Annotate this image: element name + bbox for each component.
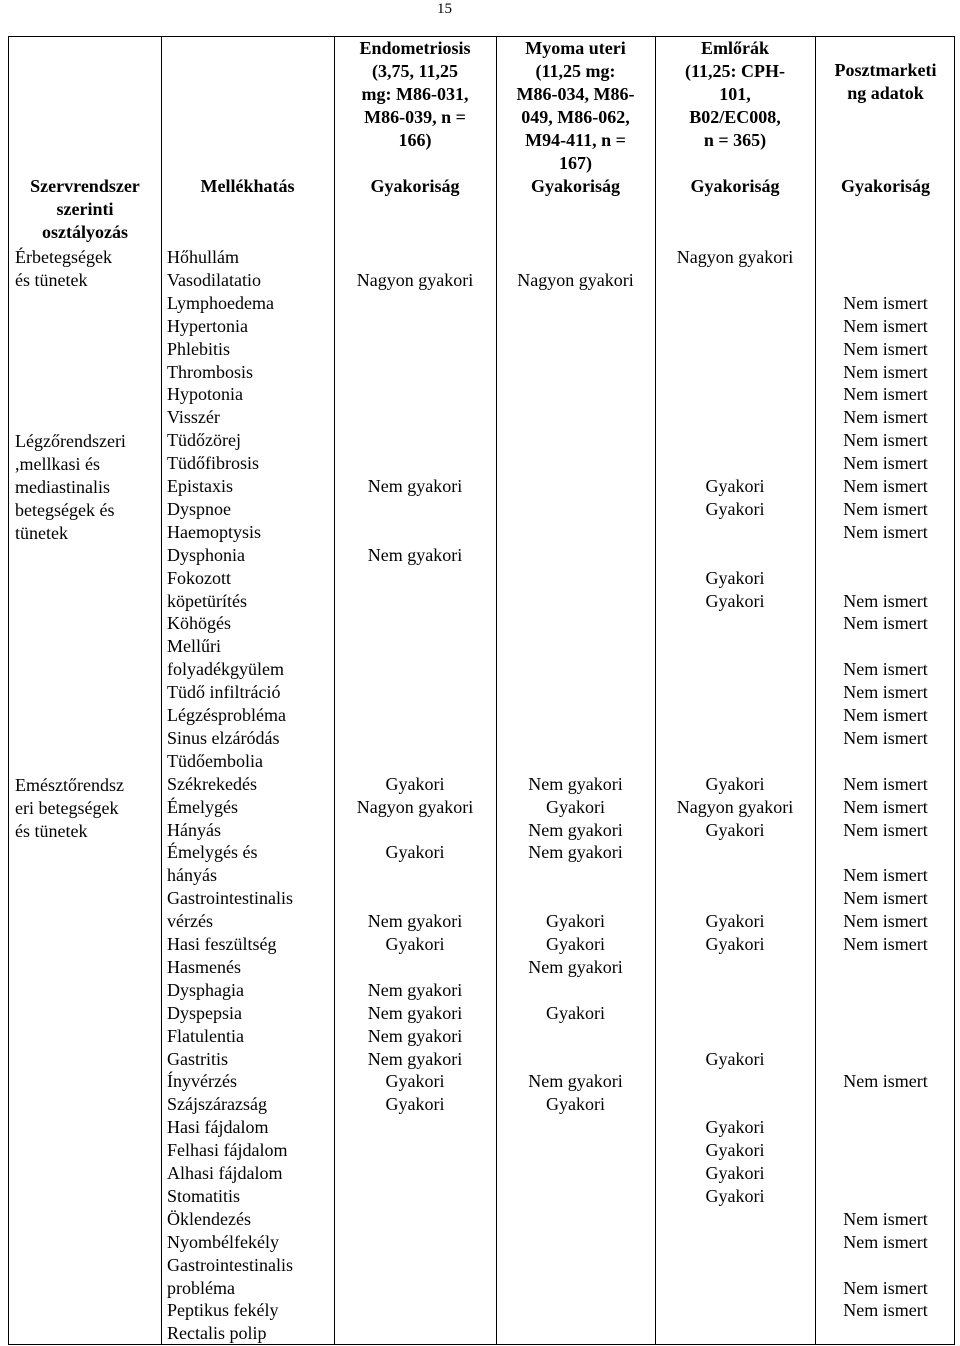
- adverse-effect-line: Gastrointestinalis: [167, 888, 293, 909]
- endometriosis-frequency: Nem gyakori: [367, 476, 463, 496]
- postmarketing-frequency: Nem ismert: [843, 338, 928, 359]
- myoma-frequency: Nagyon gyakori: [517, 269, 634, 290]
- myoma-frequency: Gyakori: [546, 1002, 605, 1023]
- adverse-effect-line: köpetürítés: [167, 590, 247, 611]
- header-postmarketing: Posztmarketi ng adatok: [834, 60, 937, 103]
- postmarketing-frequency: Nem ismert: [843, 361, 928, 382]
- adverse-effect-line: Peptikus fekély: [167, 1300, 279, 1321]
- postmarketing-frequency: Nem ismert: [843, 407, 928, 428]
- header-breast-cancer: Emlőrák (11,25: CPH- 101, B02/EC008, n = 365): [685, 38, 785, 150]
- adverse-effect-line: Nyombélfekély: [167, 1231, 279, 1252]
- adverse-effect-line: Stomatitis: [167, 1185, 241, 1206]
- breast-cancer-frequency: Gyakori: [705, 934, 765, 954]
- postmarketing-frequency: Nem ismert: [843, 1208, 928, 1229]
- breast-cancer-frequency: Gyakori: [705, 1163, 765, 1183]
- postmarketing-frequency: Nem ismert: [843, 682, 928, 703]
- endometriosis-frequency: Gyakori: [385, 1071, 445, 1092]
- breast-cancer-frequency: Gyakori: [705, 1140, 765, 1161]
- adverse-effect-line: Flatulentia: [167, 1025, 244, 1046]
- header-frequency: Gyakoriság: [840, 176, 930, 196]
- endometriosis-frequency: Nem gyakori: [367, 544, 463, 565]
- adverse-effect-line: Thrombosis: [167, 361, 254, 382]
- myoma-frequency: Nem gyakori: [528, 1071, 623, 1092]
- page-number: 15: [437, 1, 452, 17]
- myoma-frequency: Gyakori: [546, 1094, 605, 1115]
- postmarketing-frequency: Nem ismert: [843, 1231, 928, 1252]
- adverse-effect-line: Gastrointestinalis: [167, 1254, 293, 1275]
- organ-group-respiratory: Légzőrendszeri ,mellkasi és mediastinalis betegségek és tünetek: [15, 431, 126, 543]
- adverse-effect-line: Émelygés: [167, 796, 238, 817]
- adverse-effect-line: Gastritis: [167, 1048, 228, 1069]
- adverse-effect-line: Dyspepsia: [167, 1002, 242, 1023]
- endometriosis-frequency: Gyakori: [385, 1094, 445, 1115]
- adverse-effect-line: Haemoptysis: [167, 521, 261, 542]
- adverse-effect-line: Hasi fájdalom: [167, 1117, 269, 1138]
- postmarketing-frequency: Nem ismert: [843, 773, 928, 794]
- adverse-effect-line: Tüdő infiltráció: [167, 682, 281, 703]
- myoma-frequency: Gyakori: [546, 911, 605, 932]
- adverse-effect-line: Légzésprobléma: [167, 705, 286, 725]
- postmarketing-frequency: Nem ismert: [843, 705, 928, 725]
- adverse-effect-line: Dyspnoe: [167, 498, 231, 519]
- adverse-effect-line: Felhasi fájdalom: [167, 1140, 288, 1161]
- myoma-frequency: Gyakori: [546, 934, 605, 954]
- postmarketing-frequency: Nem ismert: [843, 613, 928, 634]
- breast-cancer-frequency: Gyakori: [705, 476, 765, 496]
- column-divider: [334, 37, 335, 1344]
- header-frequency: Gyakoriság: [690, 176, 780, 196]
- postmarketing-frequency: Nem ismert: [843, 865, 928, 886]
- adverse-effect-line: Epistaxis: [167, 476, 233, 496]
- endometriosis-frequency: Nagyon gyakori: [356, 269, 474, 290]
- column-divider: [496, 37, 497, 1344]
- breast-cancer-frequency: Gyakori: [705, 590, 765, 611]
- adverse-effect-line: Tüdőfibrosis: [167, 453, 259, 474]
- postmarketing-frequency: Nem ismert: [843, 498, 928, 519]
- adverse-effect-line: Hasi feszültség: [167, 934, 277, 954]
- adverse-effect-line: Fokozott: [167, 567, 232, 588]
- postmarketing-frequency: Nem ismert: [843, 292, 928, 313]
- breast-cancer-frequency: Gyakori: [705, 567, 765, 588]
- adverse-effect-line: Köhögés: [167, 613, 231, 634]
- postmarketing-frequency: Nem ismert: [843, 727, 928, 748]
- breast-cancer-frequency: Gyakori: [705, 498, 765, 519]
- postmarketing-frequency: Nem ismert: [843, 384, 928, 405]
- header-organ-system: Szervrendszer szerinti osztályozás: [30, 176, 140, 242]
- header-endometriosis: Endometriosis (3,75, 11,25 mg: M86-031, M86-039, n = 166): [359, 38, 471, 150]
- adverse-effect-line: Tüdőembolia: [167, 750, 263, 771]
- endometriosis-frequency: Gyakori: [385, 842, 445, 863]
- adverse-effect-line: vérzés: [167, 911, 213, 932]
- endometriosis-frequency: Nem gyakori: [367, 1002, 463, 1023]
- postmarketing-frequency: Nem ismert: [843, 888, 928, 909]
- header-frequency: Gyakoriság: [530, 176, 620, 196]
- breast-cancer-frequency: Nagyon gyakori: [676, 796, 794, 817]
- breast-cancer-frequency: Gyakori: [705, 1117, 765, 1138]
- myoma-frequency: Gyakori: [546, 796, 605, 817]
- postmarketing-frequency: Nem ismert: [843, 1277, 928, 1298]
- postmarketing-frequency: Nem ismert: [843, 796, 928, 817]
- adverse-effect-line: Öklendezés: [167, 1208, 251, 1229]
- postmarketing-frequency: Nem ismert: [843, 590, 928, 611]
- column-divider: [161, 37, 162, 1344]
- header-myoma-uteri: Myoma uteri (11,25 mg: M86-034, M86- 049, M86-062, M94-411, n = 167): [516, 38, 635, 173]
- myoma-frequency: Nem gyakori: [528, 819, 623, 840]
- adverse-effect-line: Lymphoedema: [167, 292, 274, 313]
- organ-group-vascular: Érbetegségek és tünetek: [15, 247, 112, 290]
- endometriosis-frequency: Nem gyakori: [367, 1025, 463, 1046]
- endometriosis-frequency: Gyakori: [385, 934, 445, 954]
- postmarketing-frequency: Nem ismert: [843, 1071, 928, 1092]
- breast-cancer-frequency: Gyakori: [705, 773, 765, 794]
- myoma-frequency: Nem gyakori: [528, 842, 623, 863]
- adverse-effect-line: hányás: [167, 865, 217, 886]
- myoma-frequency: Nem gyakori: [528, 956, 623, 977]
- adverse-effect-line: Émelygés és: [167, 842, 258, 863]
- postmarketing-frequency: Nem ismert: [843, 521, 928, 542]
- adverse-effect-line: Ínyvérzés: [167, 1071, 237, 1092]
- postmarketing-frequency: Nem ismert: [843, 430, 928, 451]
- adverse-effect-line: Rectalis polip: [167, 1323, 267, 1344]
- postmarketing-frequency: Nem ismert: [843, 934, 928, 954]
- postmarketing-frequency: Nem ismert: [843, 819, 928, 840]
- adverse-effect-line: Hasmenés: [167, 956, 241, 977]
- adverse-effect-line: Tüdőzörej: [167, 430, 241, 451]
- adverse-effect-line: folyadékgyülem: [167, 659, 284, 680]
- adverse-effect-line: Alhasi fájdalom: [167, 1163, 283, 1183]
- postmarketing-frequency: Nem ismert: [843, 476, 928, 496]
- header-adverse-effect: Mellékhatás: [200, 176, 295, 196]
- breast-cancer-frequency: Gyakori: [705, 1048, 765, 1069]
- adverse-effect-line: Sinus elzáródás: [167, 727, 280, 748]
- endometriosis-frequency: Nem gyakori: [367, 979, 463, 1000]
- adverse-effect-line: probléma: [167, 1277, 235, 1298]
- adverse-effect-line: Szájszárazság: [167, 1094, 267, 1115]
- postmarketing-frequency: Nem ismert: [843, 315, 928, 336]
- adverse-effect-line: Hőhullám: [167, 247, 239, 267]
- adverse-effect-line: Dysphagia: [167, 979, 244, 1000]
- myoma-frequency: Nem gyakori: [528, 773, 623, 794]
- header-frequency: Gyakoriság: [370, 176, 460, 196]
- endometriosis-frequency: Gyakori: [385, 773, 445, 794]
- endometriosis-frequency: Nem gyakori: [367, 1048, 463, 1069]
- adverse-reactions-table: [8, 36, 955, 1345]
- adverse-effect-line: Dysphonia: [167, 544, 245, 565]
- postmarketing-frequency: Nem ismert: [843, 453, 928, 474]
- adverse-effect-line: Phlebitis: [167, 338, 231, 359]
- breast-cancer-frequency: Nagyon gyakori: [676, 247, 794, 267]
- adverse-effect-line: Székrekedés: [167, 773, 257, 794]
- postmarketing-frequency: Nem ismert: [843, 911, 928, 932]
- endometriosis-frequency: Nem gyakori: [367, 911, 463, 932]
- adverse-effect-line: Vasodilatatio: [167, 269, 261, 290]
- adverse-effect-line: Mellűri: [167, 636, 221, 657]
- breast-cancer-frequency: Gyakori: [705, 1185, 765, 1206]
- breast-cancer-frequency: Gyakori: [705, 819, 765, 840]
- adverse-effect-line: Hányás: [167, 819, 221, 840]
- breast-cancer-frequency: Gyakori: [705, 911, 765, 932]
- adverse-effect-line: Hypertonia: [167, 315, 248, 336]
- postmarketing-frequency: Nem ismert: [843, 659, 928, 680]
- endometriosis-frequency: Nagyon gyakori: [356, 796, 474, 817]
- postmarketing-frequency: Nem ismert: [843, 1300, 928, 1321]
- organ-group-gastrointestinal: Emésztőrendsz eri betegségek és tünetek: [15, 775, 124, 841]
- adverse-effect-line: Visszér: [167, 407, 220, 428]
- adverse-effect-line: Hypotonia: [167, 384, 243, 405]
